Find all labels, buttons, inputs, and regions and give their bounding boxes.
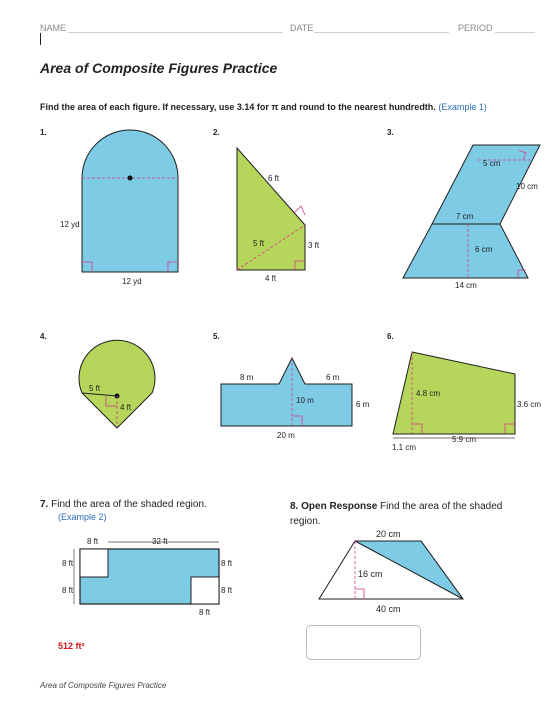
p8-height-label: 16 cm <box>358 569 383 579</box>
problem-7-answer: 512 ft² <box>58 641 85 651</box>
p7-bottom-label: 8 ft <box>199 608 211 617</box>
p7-right-top-label: 8 ft <box>221 559 233 568</box>
problem-3-number: 3. <box>387 128 394 137</box>
p7-top-long-label: 32 ft <box>152 537 168 546</box>
p3-mid-label: 7 cm <box>456 212 474 221</box>
problem-8-text: Find the area of the shaded region. <box>290 501 503 527</box>
problem-7-number: 7. <box>40 499 49 510</box>
p3-top-width-label: 5 cm <box>483 159 501 168</box>
p5-left-top-label: 8 m <box>240 373 254 382</box>
problem-4-number: 4. <box>40 332 47 341</box>
p5-right-side-label: 6 m <box>356 400 370 409</box>
p5-base-label: 20 m <box>277 431 295 440</box>
p1-height-label: 12 yd <box>60 220 80 229</box>
p6-height-label: 4.8 cm <box>416 389 441 398</box>
p8-top-label: 20 cm <box>376 529 401 539</box>
p8-base-label: 40 cm <box>376 604 401 614</box>
date-label: DATE <box>290 23 314 33</box>
p3-top-height-label: 10 cm <box>516 182 538 191</box>
example-link-2[interactable]: (Example 2) <box>58 512 107 522</box>
problem-1-number: 1. <box>40 128 47 137</box>
p3-base-label: 14 cm <box>455 281 477 290</box>
p1-width-label: 12 yd <box>122 277 142 286</box>
p7-right-bottom-label: 8 ft <box>221 586 233 595</box>
page-title: Area of Composite Figures Practice <box>40 60 278 76</box>
problem-6-number: 6. <box>387 332 394 341</box>
example-link-1[interactable]: (Example 1) <box>438 102 487 112</box>
problem-8-bold: Open Response <box>301 501 378 512</box>
p4-radius-label: 5 ft <box>89 384 101 393</box>
footer-text: Area of Composite Figures Practice <box>40 681 167 690</box>
problem-7-text: Find the area of the shaded region. <box>51 499 207 510</box>
p5-right-top-label: 6 m <box>326 373 340 382</box>
p7-top-left-label: 8 ft <box>87 537 99 546</box>
name-label: NAME <box>40 23 67 33</box>
problem-8-answer-box[interactable] <box>306 625 421 660</box>
p2-base-label: 4 ft <box>265 274 277 283</box>
p6-offset-label: 1.1 cm <box>392 443 417 452</box>
p2-side-label: 3 ft <box>308 241 320 250</box>
instructions-text: Find the area of each figure. If necessary, use 3.14 for π and round to the nearest hundredth. <box>40 102 436 112</box>
p2-height-label: 5 ft <box>253 239 265 248</box>
period-label: PERIOD <box>458 23 493 33</box>
problem-8-number: 8. <box>290 501 299 512</box>
problem-5-number: 5. <box>213 332 220 341</box>
p5-peak-height-label: 10 m <box>296 396 314 405</box>
p6-base-label: 5.9 cm <box>452 435 477 444</box>
p2-top-label: 6 ft <box>268 174 280 183</box>
p7-left-top-label: 8 ft <box>62 559 74 568</box>
p6-right-label: 3.6 cm <box>517 400 542 409</box>
p7-left-bottom-label: 8 ft <box>62 586 74 595</box>
p3-trap-height-label: 6 cm <box>475 245 493 254</box>
p4-height-label: 4 ft <box>120 403 132 412</box>
problem-2-number: 2. <box>213 128 220 137</box>
